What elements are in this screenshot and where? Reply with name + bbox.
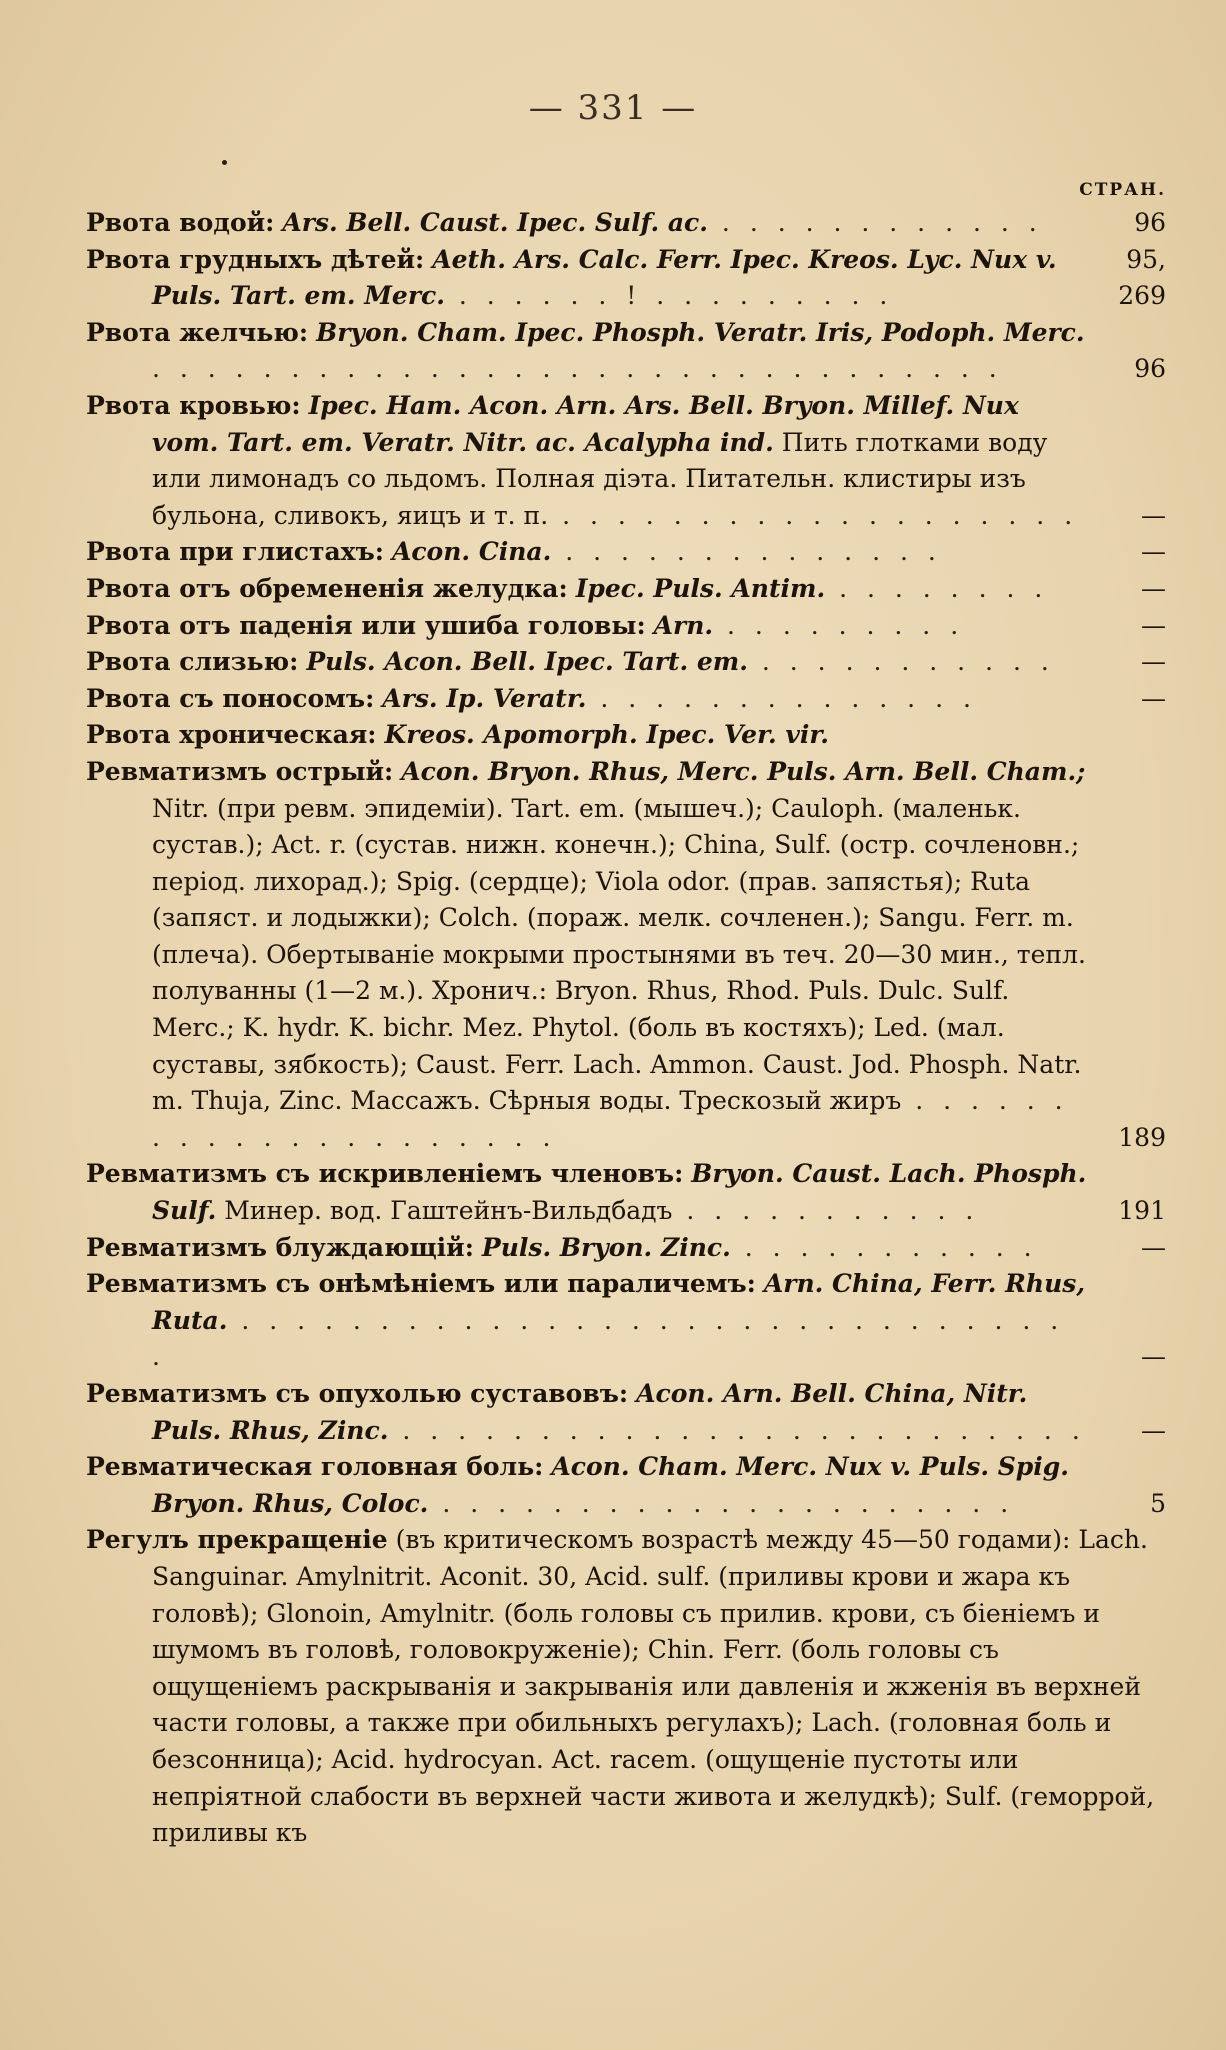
entry-page-ref: — — [1141, 683, 1166, 713]
entry-term: Рвота грудныхъ дѣтей: — [86, 244, 425, 274]
dot-leader: . . . . . . . . . . . . — [707, 208, 1043, 237]
index-entry — [86, 717, 1166, 754]
entry-remedies: Puls. Acon. Bell. Ipec. Tart. em. — [306, 647, 748, 677]
index-entry — [86, 1156, 1166, 1229]
dot-leader: . . . . . . ! . . . . . . . . . — [444, 281, 894, 311]
index-entry — [86, 242, 1166, 315]
page-number: — 331 — — [528, 88, 698, 128]
index-entry — [86, 1376, 1166, 1449]
entry-remedies: Acon. Bryon. Rhus, Merc. Puls. Arn. Bell. Cham.; — [401, 756, 1086, 786]
entry-page-ref: 96 — [1134, 354, 1166, 384]
entry-page-ref: — — [1141, 537, 1166, 567]
entry-note: Минер. вод. Гаштейнъ-Вильдбадъ — [224, 1196, 673, 1226]
index-list — [86, 205, 1166, 1852]
entry-remedies: Acon. Cham. Merc. Nux v. Puls. Spig. Bryon. Rhus, Coloc. — [152, 1452, 1069, 1518]
entry-page-ref: 96 — [1134, 208, 1166, 237]
entry-term: Рвота кровью: — [86, 390, 301, 420]
entry-term: Ревматическая головная боль: — [86, 1452, 544, 1482]
dot-leader: . . . . . . . . . . . . . . . . . . . . . . . . . . . . . . . — [152, 1305, 1065, 1372]
entry-page-ref: 191 — [1118, 1196, 1166, 1226]
entry-page-ref: — — [1141, 647, 1166, 677]
dot-leader: . . . . . . . . — [825, 573, 1049, 603]
entry-term: Ревматизмъ съ опухолью суставовъ: — [86, 1379, 629, 1408]
entry-term: Рвота отъ паденія или ушиба головы: — [86, 610, 646, 640]
index-entry — [86, 534, 1166, 571]
index-entry — [86, 644, 1166, 681]
index-entry — [86, 571, 1166, 608]
entry-note: (въ критическомъ возрастѣ между 45—50 годами): Lach. Sanguinar. Amylnitrit. Aconit. 30, Acid. sulf. (приливы крови и жара къ головѣ); Glonoin, Amylnitr. (боль головы съ прилив. крови, съ біеніемъ и шумомъ въ головѣ, головокруженіе); Chin. Ferr. (боль головы съ ощущеніемъ раскрыванія и закрыванія или давленія и жженія въ верхней части головы, а также при обильныхъ регулахъ); Lach. (головная боль и безсонница); Acid. hydrocyan. Act. racem. (ощущеніе пустоты или непріятной слабости въ верхней части живота и желудкѣ); Sulf. (геморрой, приливы къ — [152, 1525, 1155, 1848]
dot-leader: . . . . . . . . . . . . . . — [551, 537, 942, 567]
entry-note: Пить глотками воду или лимонадъ со льдомъ. Полная діэта. Питательн. клистиры изъ бульона, сливокъ, яицъ и т. п. — [152, 427, 1048, 530]
entry-remedies: Arn. China, Ferr. Rhus, Ruta. — [152, 1269, 1086, 1335]
dot-leader: . . . . . . . . . . . . . . . . . . . . . — [152, 1086, 1069, 1152]
entry-remedies: Kreos. Apomorph. Ipec. Ver. vir. — [384, 720, 829, 750]
index-entry — [86, 681, 1166, 718]
entry-page-ref: 189 — [1118, 1122, 1166, 1152]
entry-term: Ревматизмъ острый: — [86, 756, 394, 786]
dot-leader: . . . . . . . . . — [713, 610, 965, 640]
entry-remedies: Acon. Cina. — [391, 537, 552, 567]
entry-page-ref: — — [1141, 610, 1166, 640]
entry-remedies: Acon. Arn. Bell. China, Nitr. Puls. Rhus, Zinc. — [152, 1379, 1028, 1445]
entry-term: Регулъ прекращеніе — [86, 1525, 388, 1555]
dot-leader: . . . . . . . . . . . . . . . . . . . . . . . . . — [388, 1415, 1086, 1445]
dot-leader: . . . . . . . . . . . . . . . . . . . — [548, 500, 1079, 530]
index-entry — [86, 388, 1166, 534]
dot-leader: . . . . . . . . . . . . . . . . . . . . . . . . . . . . . . . — [152, 354, 1003, 384]
ink-speck — [222, 160, 227, 165]
entry-note: Nitr. (при ревм. эпидеміи). Tart. em. (мышеч.); Cauloph. (маленьк. сустав.); Act. r. (сустав. нижн. конечн.); China, Sulf. (остр. сочленовн.; період. лихорад.); Spig. (сердце); Viola odor. (прав. запястья); Ruta (запяст. и лодыжки); Colch. (пораж. мелк. сочленен.); Sangu. Ferr. m. (плеча). Обертываніе мокрыми простынями въ теч. 20—30 мин., тепл. полуванны (1—2 м.). Хронич.: Bryon. Rhus, Rhod. Puls. Dulc. Sulf. Merc.; K. hydr. K. bichr. Mez. Phytol. (боль въ костяхъ); Led. (мал. суставы, зябкость); Caust. Ferr. Lach. Ammon. Caust. Jod. Phosph. Natr. m. Thuja, Zinc. Массажъ. Сѣрныя воды. Трескозый жиръ — [152, 793, 1086, 1116]
entry-page-ref: — — [1141, 500, 1166, 530]
entry-term: Ревматизмъ блуждающій: — [86, 1232, 474, 1262]
index-entry — [86, 754, 1166, 1157]
index-entry — [86, 205, 1166, 242]
dot-leader: . . . . . . . . . . . . . . — [586, 683, 977, 713]
dot-leader: . . . . . . . . . . . — [672, 1196, 980, 1226]
entry-remedies: Aeth. Ars. Calc. Ferr. Ipec. Kreos. Lyc. Nux v. Puls. Tart. em. Merc. — [152, 244, 1057, 311]
entry-remedies: Puls. Bryon. Zinc. — [481, 1232, 731, 1262]
index-entry — [86, 608, 1166, 645]
entry-remedies: Bryon. Cham. Ipec. Phosph. Veratr. Iris, Podoph. Merc. — [316, 317, 1085, 347]
entry-term: Рвота съ поносомъ: — [86, 683, 375, 713]
entry-term: Рвота хроническая: — [86, 720, 377, 750]
entry-page-ref: 5 — [1150, 1488, 1166, 1518]
entry-page-ref: — — [1141, 573, 1166, 603]
entry-page-ref: 95, 269 — [1118, 244, 1166, 311]
dot-leader: . . . . . . . . . . . . . . . . . . . . . — [428, 1488, 1015, 1518]
entry-term: Рвота слизью: — [86, 647, 299, 677]
entry-page-ref: — — [1141, 1415, 1166, 1445]
dot-leader: . . . . . . . . . . . — [730, 1232, 1038, 1262]
entry-remedies: Bryon. Caust. Lach. Phosph. Sulf. — [152, 1159, 1087, 1226]
page-column-header: СТРАН. — [1079, 180, 1166, 200]
entry-page-ref: — — [1141, 1232, 1166, 1262]
entry-remedies: Ipec. Puls. Antim. — [575, 573, 826, 603]
index-entry — [86, 1266, 1166, 1376]
entry-term: Ревматизмъ съ искривленіемъ членовъ: — [86, 1159, 684, 1189]
entry-remedies: Ars. Ip. Veratr. — [382, 683, 587, 713]
index-entry — [86, 1449, 1166, 1522]
entry-term: Рвота водой: — [86, 208, 275, 237]
entry-remedies: Arn. — [653, 610, 714, 640]
index-entry — [86, 1230, 1166, 1267]
entry-remedies: Ars. Bell. Caust. Ipec. Sulf. ac. — [282, 208, 708, 237]
entry-term: Ревматизмъ съ онѣмѣніемъ или параличемъ: — [86, 1269, 756, 1299]
entry-remedies: Ipec. Ham. Acon. Arn. Ars. Bell. Bryon. Millef. Nux vom. Tart. em. Veratr. Nitr. ac. Acalypha ind. — [152, 390, 1019, 457]
index-entry — [86, 1522, 1166, 1851]
entry-term: Рвота при глистахъ: — [86, 537, 384, 567]
entry-term: Рвота желчью: — [86, 317, 309, 347]
entry-term: Рвота отъ обремененія желудка: — [86, 573, 568, 603]
index-entry — [86, 315, 1166, 388]
entry-page-ref: — — [1141, 1342, 1166, 1372]
dot-leader: . . . . . . . . . . . — [747, 647, 1055, 677]
